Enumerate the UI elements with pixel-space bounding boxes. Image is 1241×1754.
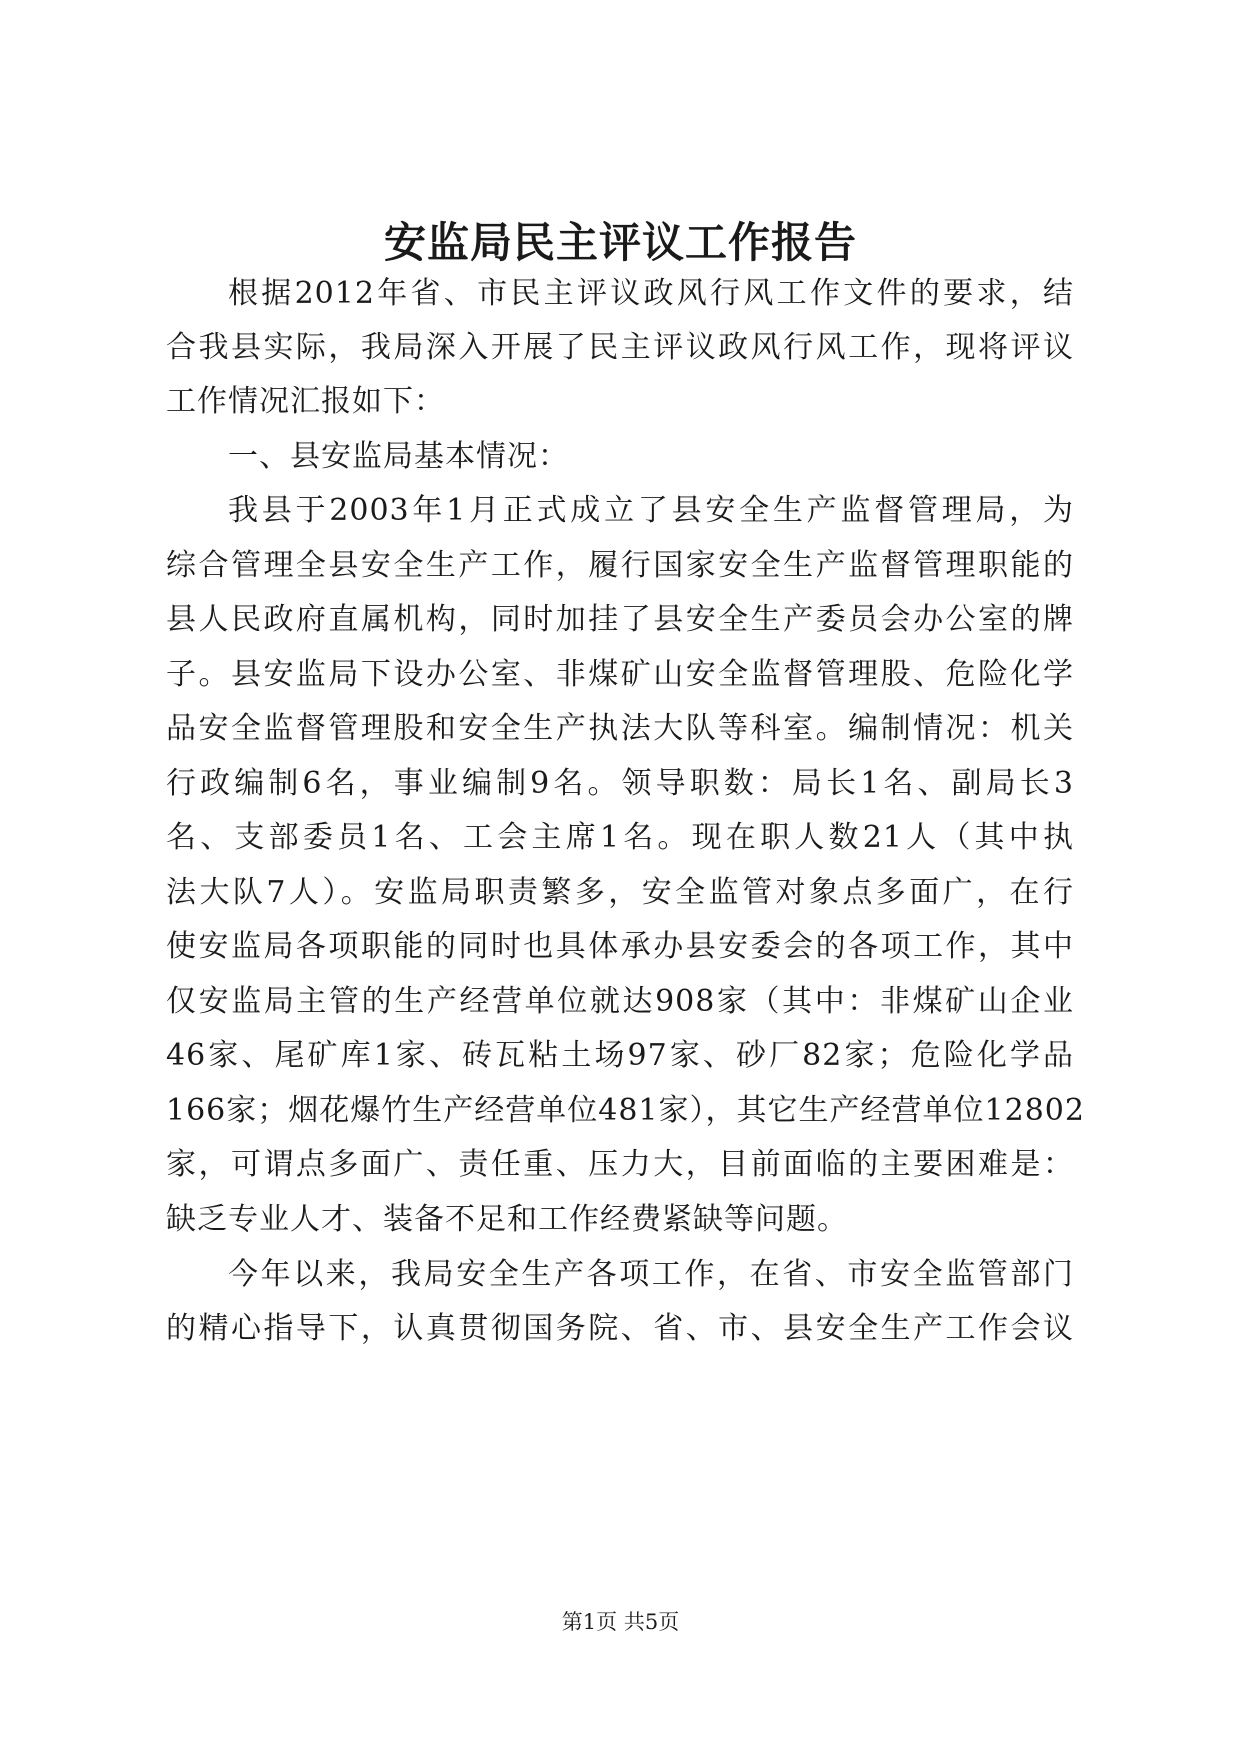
document-title: 安监局民主评议工作报告 (383, 218, 857, 267)
body-line: 我县于2003年1月正式成立了县安全生产监督管理局，为 (228, 493, 1074, 528)
body-line: 法大队7人）。安监局职责繁多，安全监管对象点多面广，在行 (166, 875, 1074, 910)
body-line: 综合管理全县安全生产工作，履行国家安全生产监督管理职能的 (166, 548, 1074, 583)
section-heading: 一、县安监局基本情况： (228, 439, 569, 474)
body-line: 根据2012年省、市民主评议政风行风工作文件的要求，结 (228, 276, 1074, 311)
body-line: 工作情况汇报如下： (166, 384, 445, 419)
body-line: 46家、尾矿库1家、砖瓦粘土场97家、砂厂82家；危险化学品 (166, 1038, 1074, 1073)
body-line: 使安监局各项职能的同时也具体承办县安委会的各项工作，其中 (166, 929, 1074, 964)
page-footer: 第1页 共5页 (561, 1610, 680, 1634)
body-line: 行政编制6名，事业编制9名。领导职数：局长1名、副局长3 (166, 766, 1074, 801)
body-line: 家，可谓点多面广、责任重、压力大，目前面临的主要困难是： (166, 1147, 1074, 1182)
body-line: 子。县安监局下设办公室、非煤矿山安全监督管理股、危险化学 (166, 657, 1074, 692)
body-line: 仅安监局主管的生产经营单位就达908家（其中：非煤矿山企业 (166, 984, 1074, 1019)
body-line: 合我县实际，我局深入开展了民主评议政风行风工作，现将评议 (166, 330, 1074, 365)
body-line: 名、支部委员1名、工会主席1名。现在职人数21人（其中执 (166, 820, 1074, 855)
body-line: 品安全监督管理股和安全生产执法大队等科室。编制情况：机关 (166, 711, 1074, 746)
body-line: 今年以来，我局安全生产各项工作，在省、市安全监管部门 (228, 1257, 1074, 1292)
body-line: 缺乏专业人才、装备不足和工作经费紧缺等问题。 (166, 1202, 848, 1237)
body-line: 县人民政府直属机构，同时加挂了县安全生产委员会办公室的牌 (166, 602, 1074, 637)
body-line: 166家；烟花爆竹生产经营单位481家），其它生产经营单位12802 (166, 1093, 1085, 1128)
body-line: 的精心指导下，认真贯彻国务院、省、市、县安全生产工作会议 (166, 1311, 1074, 1346)
